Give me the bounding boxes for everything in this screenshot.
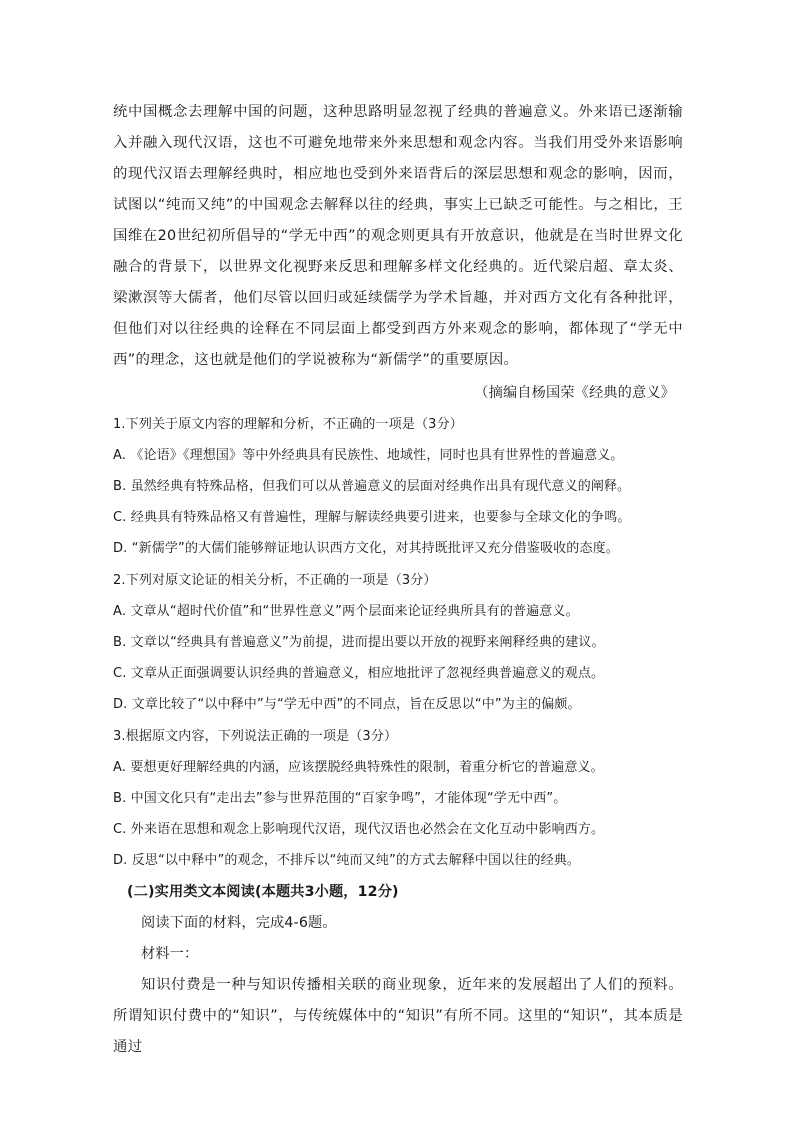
question-3-stem: 3.根据原文内容，下列说法正确的一项是（3分）	[113, 729, 398, 744]
question-3-option-c: C. 外来语在思想和观念上影响现代汉语，现代汉语也必然会在文化互动中影响西方。	[113, 822, 605, 837]
question-3-option-d: D. 反思“以中释中”的观念，不排斥以“纯而又纯”的方式去解释中国以往的经典。	[113, 853, 581, 868]
passage-paragraph: 统中国概念去理解中国的问题，这种思路明显忽视了经典的普遍意义。外来语已逐渐输入并融入现代汉语，这也不可避免地带来外来思想和观念内容。当我们用受外来语影响的现代汉语去理解经典时，相应地也受到外来语背后的深层思想和观念的影响，因而，试图以“纯而又纯”的中国观念去解释以往的经典，事实上已缺乏可能性。与之相比，王国维在20世纪初所倡导的“学无中西”的观念则更具有开放意识，他就是在当时世界文化融合的背景下，以世界文化视野来反思和理解多样文化经典的。近代梁启超、章太炎、梁漱溟等大儒者，他们尽管以回归或延续儒学为学术旨趣，并对西方文化有各种批评，但他们对以往经典的诠释在不同层面上都受到西方外来观念的影响，都体现了“学无中西”的理念，这也就是他们的学说被称为“新儒学”的重要原因。	[113, 104, 683, 368]
question-1-option-d: D. “新儒学”的大儒们能够辩证地认识西方文化，对其持既批评又充分借鉴吸收的态度。	[113, 541, 619, 556]
question-1-option-a: A. 《论语》《理想国》等中外经典具有民族性、地域性，同时也具有世界性的普遍意义。	[113, 448, 624, 463]
question-3-option-b: B. 中国文化只有“走出去”参与世界范围的“百家争鸣”，才能体现“学无中西”。	[113, 791, 567, 806]
question-2-option-d: D. 文章比较了“以中释中”与“学无中西”的不同点，旨在反思以“中”为主的偏颇。	[113, 697, 581, 712]
material-paragraph: 知识付费是一种与知识传播相关联的商业现象，近年来的发展超出了人们的预料。所谓知识付费中的“知识”，与传统媒体中的“知识”有所不同。这里的“知识”，其本质是通过	[113, 977, 683, 1055]
section-instruction: 阅读下面的材料，完成4-6题。	[141, 915, 337, 931]
section-heading: (二)实用类文本阅读(本题共3小题，12分)	[127, 884, 399, 900]
material-label: 材料一：	[141, 946, 199, 962]
question-2-option-c: C. 文章从正面强调要认识经典的普遍意义，相应地批评了忽视经典普遍意义的观点。	[113, 666, 605, 681]
question-3-option-a: A. 要想更好理解经典的内涵，应该摆脱经典特殊性的限制，着重分析它的普遍意义。	[113, 760, 604, 775]
question-2-option-b: B. 文章以“经典具有普遍意义”为前提，进而提出要以开放的视野来阐释经典的建议。	[113, 635, 605, 650]
question-1-stem: 1.下列关于原文内容的理解和分析，不正确的一项是（3分）	[113, 417, 463, 432]
question-1-option-b: B. 虽然经典有特殊品格，但我们可以从普遍意义的层面对经典作出具有现代意义的阐释。	[113, 479, 631, 494]
question-2-option-a: A. 文章从“超时代价值”和“世界性意义”两个层面来论证经典所具有的普遍意义。	[113, 604, 579, 619]
question-2-stem: 2.下列对原文论证的相关分析，不正确的一项是（3分）	[113, 573, 437, 588]
source-citation: （摘编自杨国荣《经典的意义》	[474, 385, 675, 401]
question-1-option-c: C. 经典具有特殊品格又有普遍性，理解与解读经典要引进来，也要参与全球文化的争鸣。	[113, 510, 631, 525]
